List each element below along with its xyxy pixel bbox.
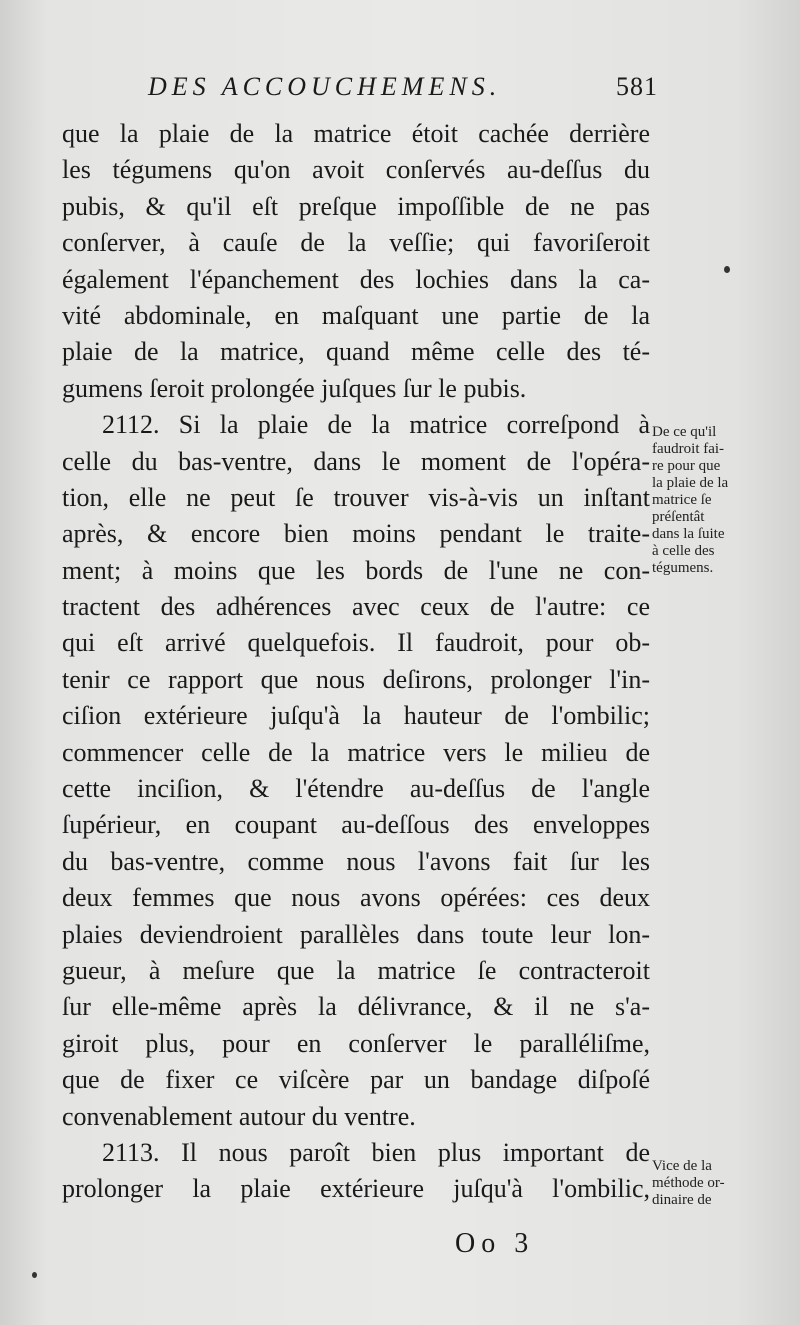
text-line: ciſion extérieure juſqu'à la hauteur de l'ombilic; (62, 701, 650, 731)
text-line: tractent des adhérences avec ceux de l'autre: ce (62, 592, 650, 622)
text-line: après, & encore bien moins pendant le traite- (62, 519, 650, 549)
text-line: également l'épanchement des lochies dans la ca- (62, 264, 650, 294)
margin-note (652, 1158, 774, 1209)
margin-note-line: dans la ſuite (652, 526, 725, 542)
margin-note-line: la plaie de la (652, 475, 729, 491)
margin-note (652, 424, 774, 577)
running-header (148, 72, 658, 112)
text-line: ſupérieur, en coupant au-deſſous des enveloppes (62, 810, 650, 840)
text-line: convenablement autour du ventre. (62, 1101, 416, 1131)
signature-mark: Oo 3 (455, 1228, 535, 1259)
text-line: les tégumens qu'on avoit conſervés au-deſſus du (62, 155, 650, 185)
main-text (62, 116, 650, 1208)
text-line: que de fixer ce viſcère par un bandage diſpoſé (62, 1065, 650, 1095)
running-title: DES ACCOUCHEMENS. (148, 72, 502, 101)
margin-note-line: De ce qu'il (652, 424, 717, 440)
ink-speck (32, 1272, 37, 1278)
text-line: ſur elle-même après la délivrance, & il ne s'a- (62, 992, 650, 1022)
text-line: tion, elle ne peut ſe trouver vis-à-vis un inſtant (62, 482, 650, 512)
text-line: plaie de la matrice, quand même celle des té- (62, 337, 650, 367)
text-line: gueur, à meſure que la matrice ſe contracteroit (62, 955, 650, 985)
margin-note-line: à celle des (652, 543, 715, 559)
text-line: ment; à moins que les bords de l'une ne con- (62, 555, 650, 585)
text-line: prolonger la plaie extérieure juſqu'à l'ombilic, (62, 1174, 650, 1204)
margin-note-line: faudroit fai- (652, 441, 725, 457)
text-line: qui eſt arrivé quelquefois. Il faudroit, pour ob- (62, 628, 650, 658)
text-line: conſerver, à cauſe de la veſſie; qui favoriſeroit (62, 228, 650, 258)
text-line: commencer celle de la matrice vers le milieu de (62, 737, 650, 767)
text-line: giroit plus, pour en conſerver le paralléliſme, (62, 1028, 650, 1058)
text-line: vité abdominale, en maſquant une partie de la (62, 300, 650, 330)
text-line: cette inciſion, & l'étendre au-deſſus de l'angle (62, 774, 650, 804)
margin-note-line: re pour que (652, 458, 721, 474)
text-line: celle du bas-ventre, dans le moment de l'opéra- (62, 446, 650, 476)
text-line: du bas-ventre, comme nous l'avons fait ſur les (62, 846, 650, 876)
margin-note-line: préſentât (652, 509, 705, 525)
margin-note-line: méthode or- (652, 1175, 725, 1191)
text-line: pubis, & qu'il eſt preſque impoſſible de ne pas (62, 191, 650, 221)
text-line: deux femmes que nous avons opérées: ces deux (62, 883, 650, 913)
margin-note-line: matrice ſe (652, 492, 712, 508)
page-number: 581 (616, 72, 658, 101)
margin-note-line: Vice de la (652, 1158, 712, 1174)
margin-note-line: dinaire de (652, 1192, 712, 1208)
ink-speck (724, 266, 730, 273)
paragraph-2112-start: 2112. Si la plaie de la matrice correſpond à (102, 410, 650, 440)
text-line: gumens ſeroit prolongée juſques ſur le pubis. (62, 373, 527, 403)
paragraph-2113-start: 2113. Il nous paroît bien plus important de (102, 1137, 650, 1167)
text-line: plaies deviendroient parallèles dans toute leur lon- (62, 919, 650, 949)
text-line: tenir ce rapport que nous deſirons, prolonger l'in- (62, 664, 650, 694)
margin-note-line: tégumens. (652, 560, 714, 576)
text-line: que la plaie de la matrice étoit cachée derrière (62, 119, 650, 148)
